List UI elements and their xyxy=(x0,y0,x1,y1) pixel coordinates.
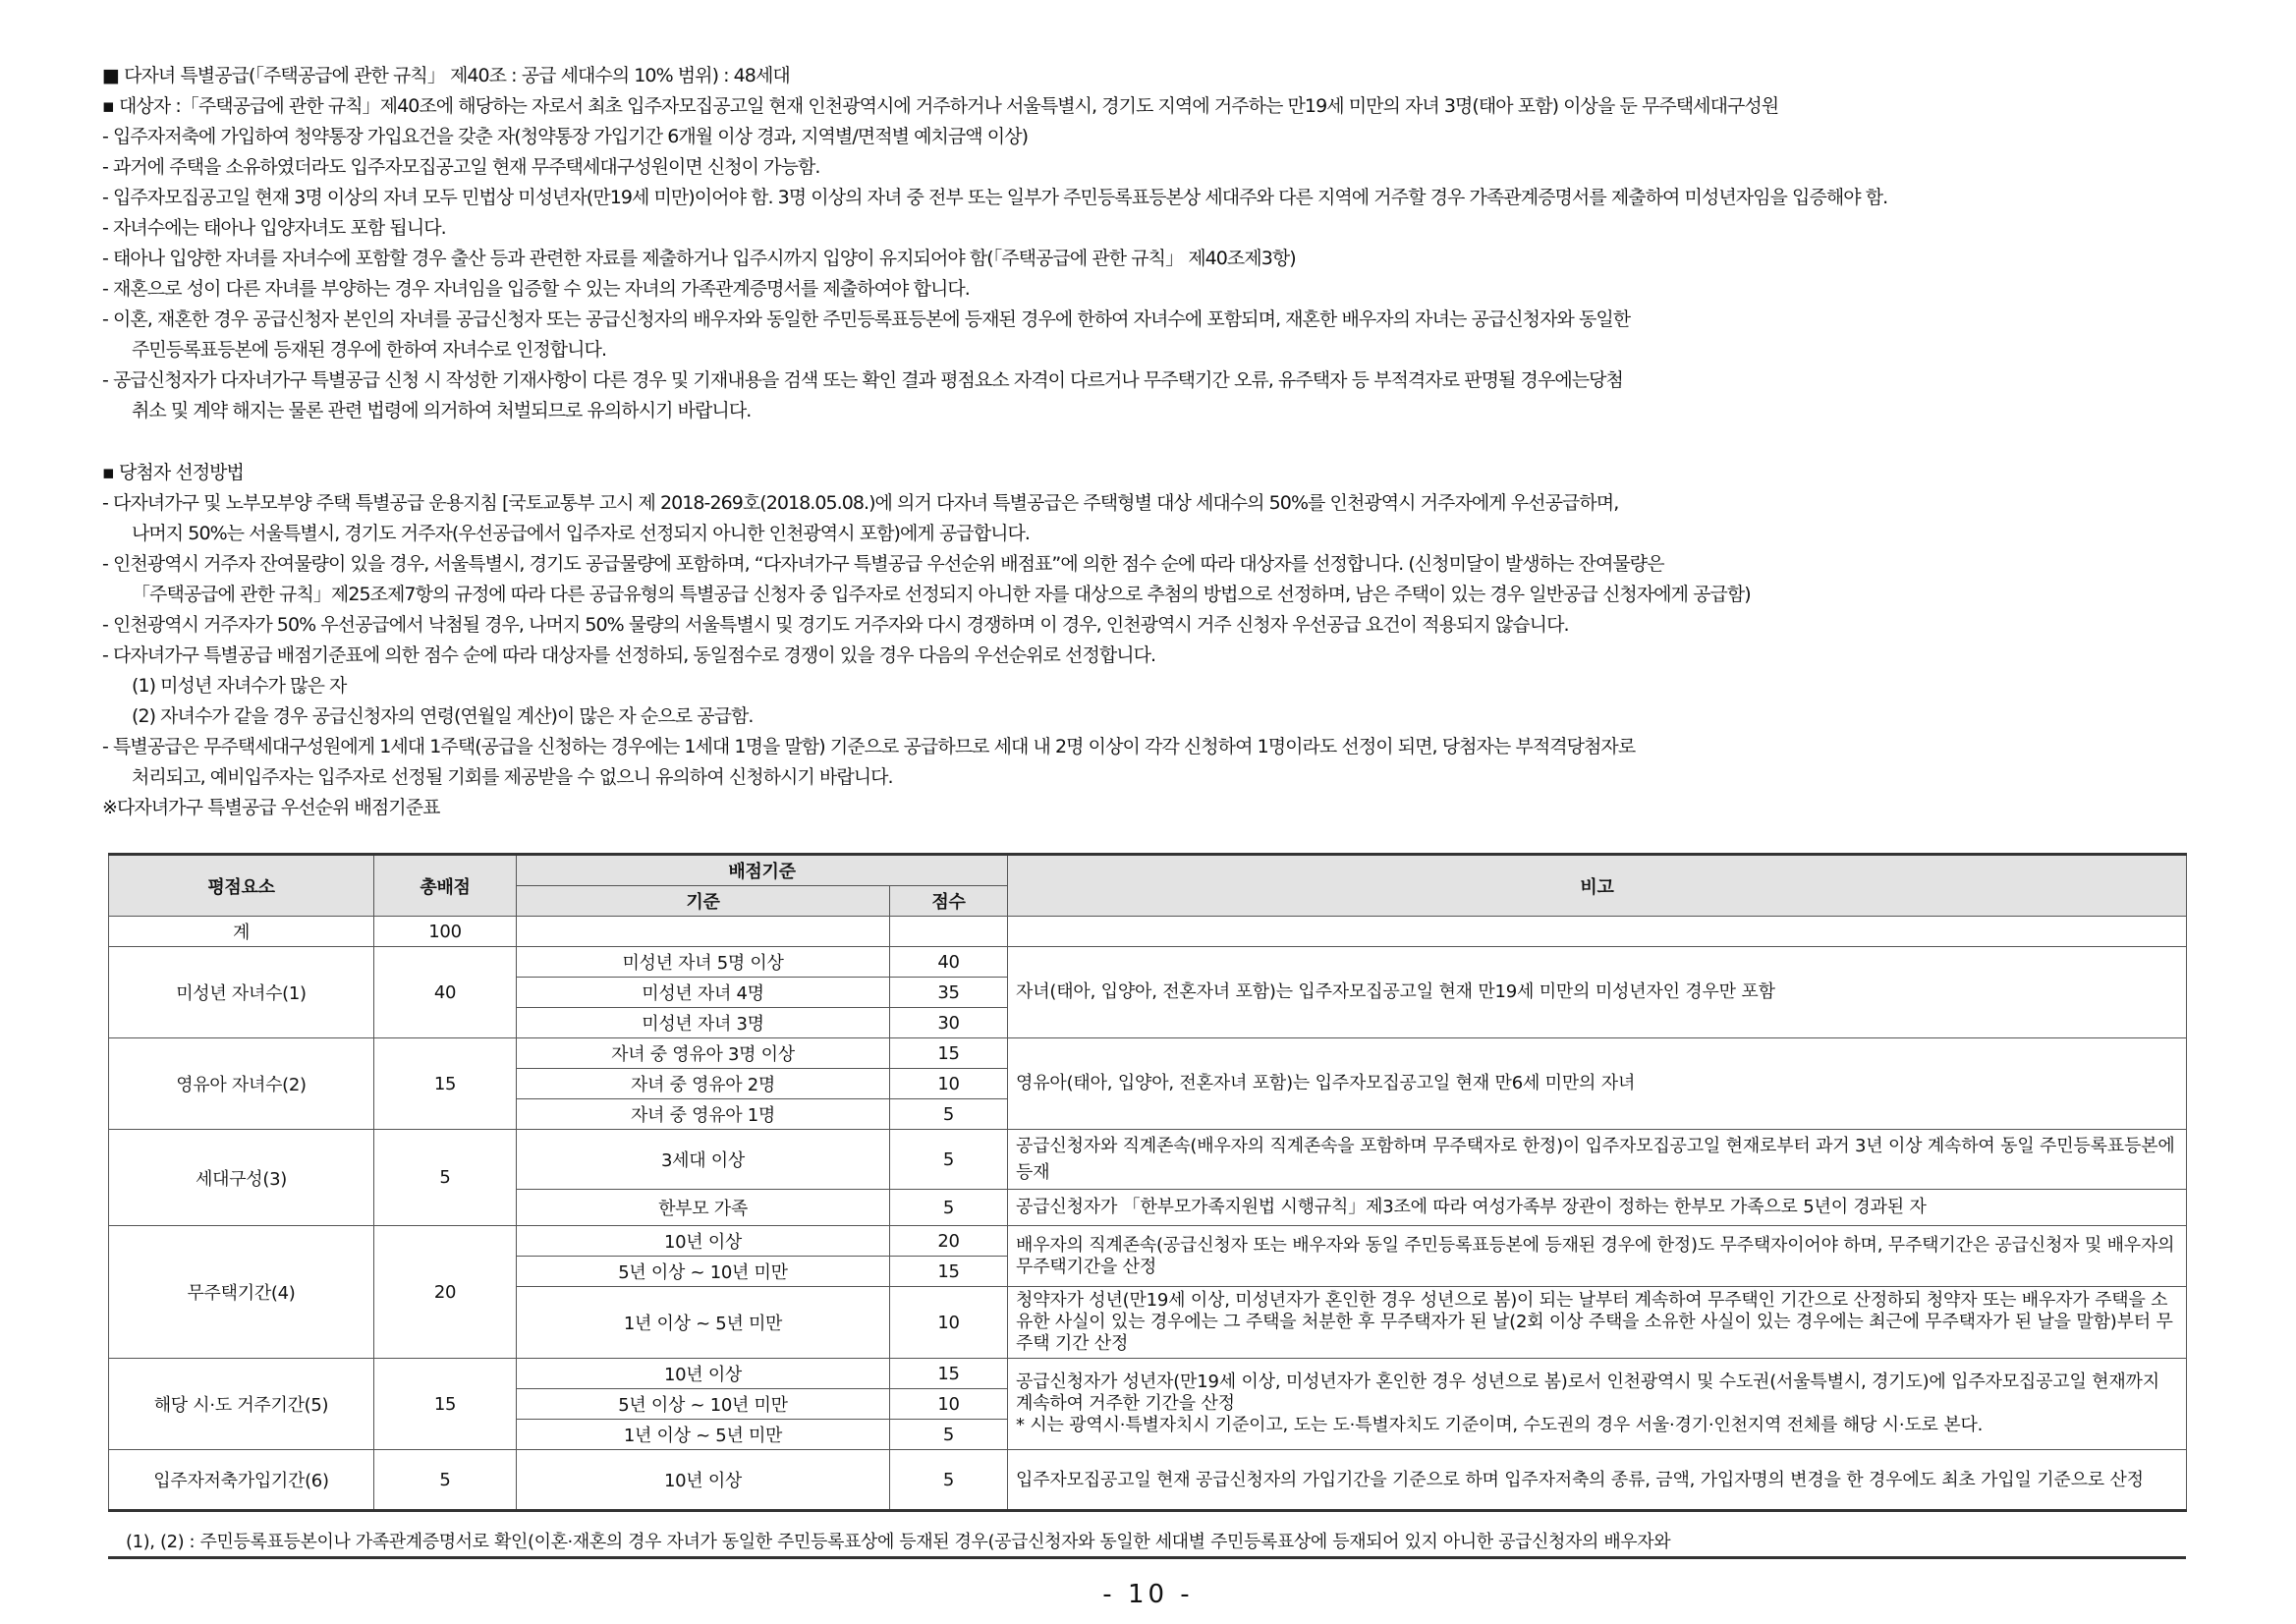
table-row xyxy=(109,947,2187,978)
cell-score: 15 xyxy=(890,1359,1008,1389)
text-line: - 특별공급은 무주택세대구성원에게 1세대 1주택(공급을 신청하는 경우에는 1세대 1명을 말함) 기준으로 공급하므로 세대 내 2명 이상이 각각 신청하여 1명이라도 선정이 되면, 당첨자는 부적격당첨자로 xyxy=(102,736,1636,757)
cell-score: 15 xyxy=(890,1038,1008,1069)
text-line: - 입주자저축에 가입하여 청약통장 가입요건을 갖춘 자(청약통장 가입기간 6개월 이상 경과, 지역별/면적별 예치금액 이상) xyxy=(102,126,1029,147)
text-line: - 공급신청자가 다자녀가구 특별공급 신청 시 작성한 기재사항이 다른 경우 및 기재내용을 검색 또는 확인 결과 평점요소 자격이 다르거나 무주택기간 오류, 유주택자 등 부적격자로 판명될 경우에는당첨 xyxy=(102,369,1623,391)
text-line: 주민등록표등본에 등재된 경우에 한하여 자녀수로 인정합니다. xyxy=(132,339,607,361)
header-factor: 평점요소 xyxy=(109,855,374,917)
cell-note: 자녀(태아, 입양아, 전혼자녀 포함)는 입주자모집공고일 현재 만19세 미만의 미성년자인 경우만 포함 xyxy=(1008,947,2187,1038)
section-heading-multichild: ■ 다자녀 특별공급(「주택공급에 관한 규칙」 제40조 : 공급 세대수의 10% 범위) : 48세대 xyxy=(102,65,790,86)
cell-score: 10 xyxy=(890,1389,1008,1420)
text-line: 취소 및 계약 해지는 물론 관련 법령에 의거하여 처벌되므로 유의하시기 바랍니다. xyxy=(132,400,752,421)
cell-criteria: 자녀 중 영유아 2명 xyxy=(517,1069,890,1099)
cell-note: 공급신청자와 직계존속(배우자의 직계존속을 포함하며 무주택자로 한정)이 입주자모집공고일 현재로부터 과거 3년 이상 계속하여 동일 주민등록표등본에 등재 xyxy=(1008,1130,2187,1190)
table-header-row xyxy=(109,855,2187,886)
cell-criteria: 미성년 자녀 4명 xyxy=(517,978,890,1008)
header-criteria: 기준 xyxy=(517,886,890,917)
text-line: 「주택공급에 관한 규칙」제25조제7항의 규정에 따라 다른 공급유형의 특별공급 신청자 중 입주자로 선정되지 아니한 자를 대상으로 추첨의 방법으로 선정하며, 남은 주택이 있는 경우 일반공급 신청자에게 공급함) xyxy=(132,584,1751,605)
text-line: - 과거에 주택을 소유하였더라도 입주자모집공고일 현재 무주택세대구성원이면 신청이 가능함. xyxy=(102,156,820,178)
cell-total: 20 xyxy=(374,1226,517,1359)
blank-line xyxy=(102,426,2214,458)
cell-criteria: 3세대 이상 xyxy=(517,1130,890,1190)
cell-empty xyxy=(1008,917,2187,947)
cell-criteria: 10년 이상 xyxy=(517,1226,890,1257)
note-line: * 시는 광역시·특별자치시 기준이고, 도는 도·특별자치도 기준이며, 수도권의 경우 서울·경기·인천지역 전체를 해당 시·도로 본다. xyxy=(1016,1415,1984,1435)
text-line: - 다자녀가구 및 노부모부양 주택 특별공급 운용지침 [국토교통부 고시 제 2018-269호(2018.05.08.)에 의거 다자녀 특별공급은 주택형별 대상 세대수의 50%를 인천광역시 거주자에게 우선공급하며, xyxy=(102,492,1619,514)
text-line: - 인천광역시 거주자 잔여물량이 있을 경우, 서울특별시, 경기도 공급물량에 포함하며, “다자녀가구 특별공급 우선순위 배점표”에 의한 점수 순에 따라 대상자를 선정합니다. (신청미달이 발생하는 잔여물량은 xyxy=(102,553,1664,575)
table-row-total xyxy=(109,917,2187,947)
cell-criteria: 1년 이상 ~ 5년 미만 xyxy=(517,1420,890,1450)
cell-score: 20 xyxy=(890,1226,1008,1257)
priority-item: (1) 미성년 자녀수가 많은 자 xyxy=(132,675,347,697)
text-line: - 이혼, 재혼한 경우 공급신청자 본인의 자녀를 공급신청자 또는 공급신청자의 배우자와 동일한 주민등록표등본에 등재된 경우에 한하여 자녀수에 포함되며, 재혼한 배우자의 자녀는 공급신청자와 동일한 xyxy=(102,308,1631,330)
score-table xyxy=(108,853,2187,1512)
text-line: - 태아나 입양한 자녀를 자녀수에 포함할 경우 출산 등과 관련한 자료를 제출하거나 입주시까지 입양이 유지되어야 함(「주택공급에 관한 규칙」 제40조제3항) xyxy=(102,248,1296,269)
table-caption: ※다자녀가구 특별공급 우선순위 배점기준표 xyxy=(102,797,440,818)
text-line: 처리되고, 예비입주자는 입주자로 선정될 기회를 제공받을 수 없으니 유의하여 신청하시기 바랍니다. xyxy=(132,766,893,788)
cell-score: 5 xyxy=(890,1130,1008,1190)
cell-score: 5 xyxy=(890,1420,1008,1450)
cell-factor: 계 xyxy=(109,917,374,947)
cell-factor: 미성년 자녀수(1) xyxy=(109,947,374,1038)
text-line: - 입주자모집공고일 현재 3명 이상의 자녀 모두 민법상 미성년자(만19세 미만)이어야 함. 3명 이상의 자녀 중 전부 또는 일부가 주민등록표등본상 세대주와 다른 지역에 거주할 경우 가족관계증명서를 제출하여 미성년자임을 입증해야 함. xyxy=(102,187,1888,208)
cell-total: 100 xyxy=(374,917,517,947)
cell-criteria: 10년 이상 xyxy=(517,1450,890,1511)
text-line: - 인천광역시 거주자가 50% 우선공급에서 낙첨될 경우, 나머지 50% 물량의 서울특별시 및 경기도 거주자와 다시 경쟁하며 이 경우, 인천광역시 거주 신청자 우선공급 요건이 적용되지 않습니다. xyxy=(102,614,1569,636)
cell-score: 40 xyxy=(890,947,1008,978)
cell-total: 5 xyxy=(374,1450,517,1511)
header-total: 총배점 xyxy=(374,855,517,917)
cell-score: 15 xyxy=(890,1257,1008,1287)
subsection-heading-selection: ▪ 당첨자 선정방법 xyxy=(102,462,244,483)
cell-score: 10 xyxy=(890,1069,1008,1099)
cell-criteria: 5년 이상 ~ 10년 미만 xyxy=(517,1257,890,1287)
cell-score: 35 xyxy=(890,978,1008,1008)
text-line: - 다자녀가구 특별공급 배점기준표에 의한 점수 순에 따라 대상자를 선정하되, 동일점수로 경쟁이 있을 경우 다음의 우선순위로 선정합니다. xyxy=(102,644,1156,666)
table-row xyxy=(109,1359,2187,1389)
text-line: 나머지 50%는 서울특별시, 경기도 거주자(우선공급에서 입주자로 선정되지 아니한 인천광역시 포함)에게 공급합니다. xyxy=(132,523,1030,544)
score-table-wrapper xyxy=(108,853,2186,1512)
cell-criteria: 자녀 중 영유아 1명 xyxy=(517,1099,890,1130)
cell-total: 15 xyxy=(374,1359,517,1450)
table-row xyxy=(109,1038,2187,1069)
cell-criteria: 한부모 가족 xyxy=(517,1190,890,1226)
cell-note: 영유아(태아, 입양아, 전혼자녀 포함)는 입주자모집공고일 현재 만6세 미만의 자녀 xyxy=(1008,1038,2187,1130)
cell-score: 5 xyxy=(890,1450,1008,1511)
text-line: - 자녀수에는 태아나 입양자녀도 포함 됩니다. xyxy=(102,217,446,239)
header-score: 점수 xyxy=(890,886,1008,917)
cell-total: 5 xyxy=(374,1130,517,1226)
cell-note: 입주자모집공고일 현재 공급신청자의 가입기간을 기준으로 하며 입주자저축의 종류, 금액, 가입자명의 변경을 한 경우에도 최초 가입일 기준으로 산정 xyxy=(1008,1450,2187,1511)
table-row xyxy=(109,1130,2187,1190)
cell-empty xyxy=(517,917,890,947)
cell-note: 공급신청자가 「한부모가족지원법 시행규칙」제3조에 따라 여성가족부 장관이 정하는 한부모 가족으로 5년이 경과된 자 xyxy=(1008,1190,2187,1226)
header-criteria-group: 배점기준 xyxy=(517,855,1008,886)
cell-factor: 세대구성(3) xyxy=(109,1130,374,1226)
cell-score: 5 xyxy=(890,1099,1008,1130)
cell-total: 15 xyxy=(374,1038,517,1130)
eligibility-line: ▪ 대상자 :「주택공급에 관한 규칙」제40조에 해당하는 자로서 최초 입주자모집공고일 현재 인천광역시에 거주하거나 서울특별시, 경기도 지역에 거주하는 만19세 미만의 자녀 3명(태아 포함) 이상을 둔 무주택세대구성원 xyxy=(102,95,1779,117)
table-row xyxy=(109,1226,2187,1257)
page-number: - 10 - xyxy=(1102,1580,1194,1609)
table-row xyxy=(109,1450,2187,1511)
note-line: 공급신청자가 성년자(만19세 이상, 미성년자가 혼인한 경우 성년으로 봄)로서 인천광역시 및 수도권(서울특별시, 경기도)에 입주자모집공고일 현재까지 계속하여 거주한 기간을 산정 xyxy=(1016,1372,2159,1414)
cell-criteria: 5년 이상 ~ 10년 미만 xyxy=(517,1389,890,1420)
cell-score: 30 xyxy=(890,1008,1008,1038)
header-note: 비고 xyxy=(1008,855,2187,917)
cell-criteria: 미성년 자녀 5명 이상 xyxy=(517,947,890,978)
body-text xyxy=(102,61,2214,823)
cell-score: 10 xyxy=(890,1287,1008,1359)
cell-note xyxy=(1008,1359,2187,1450)
cell-factor: 입주자저축가입기간(6) xyxy=(109,1450,374,1511)
cell-criteria: 미성년 자녀 3명 xyxy=(517,1008,890,1038)
cell-note: 배우자의 직계존속(공급신청자 또는 배우자와 동일 주민등록표등본에 등재된 경우에 한정)도 무주택자이어야 하며, 무주택기간은 공급신청자 및 배우자의 무주택기간을 산정 xyxy=(1008,1226,2187,1287)
cell-criteria: 자녀 중 영유아 3명 이상 xyxy=(517,1038,890,1069)
cell-note: 청약자가 성년(만19세 이상, 미성년자가 혼인한 경우 성년으로 봄)이 되는 날부터 계속하여 무주택인 기간으로 산정하되 청약자 또는 배우자가 주택을 소유한 사실이 있는 경우에는 그 주택을 처분한 후 무주택자가 된 날(2회 이상 주택을 소유한 사실이 있는 경우에는 최근에 무주택자가 된 날을 말함)부터 무주택 기간 산정 xyxy=(1008,1287,2187,1359)
cell-factor: 해당 시·도 거주기간(5) xyxy=(109,1359,374,1450)
priority-item: (2) 자녀수가 같을 경우 공급신청자의 연령(연월일 계산)이 많은 자 순으로 공급함. xyxy=(132,705,754,727)
cell-factor: 영유아 자녀수(2) xyxy=(109,1038,374,1130)
cell-total: 40 xyxy=(374,947,517,1038)
cell-criteria: 10년 이상 xyxy=(517,1359,890,1389)
cell-factor: 무주택기간(4) xyxy=(109,1226,374,1359)
text-line: - 재혼으로 성이 다른 자녀를 부양하는 경우 자녀임을 입증할 수 있는 자녀의 가족관계증명서를 제출하여야 합니다. xyxy=(102,278,970,300)
cell-empty xyxy=(890,917,1008,947)
cell-score: 5 xyxy=(890,1190,1008,1226)
table-footnote: (1), (2) : 주민등록표등본이나 가족관계증명서로 확인(이혼·재혼의 경우 자녀가 동일한 주민등록표상에 등재된 경우(공급신청자와 동일한 세대별 주민등록표상에 등재되어 있지 아니한 공급신청자의 배우자와 xyxy=(108,1526,2186,1559)
cell-criteria: 1년 이상 ~ 5년 미만 xyxy=(517,1287,890,1359)
